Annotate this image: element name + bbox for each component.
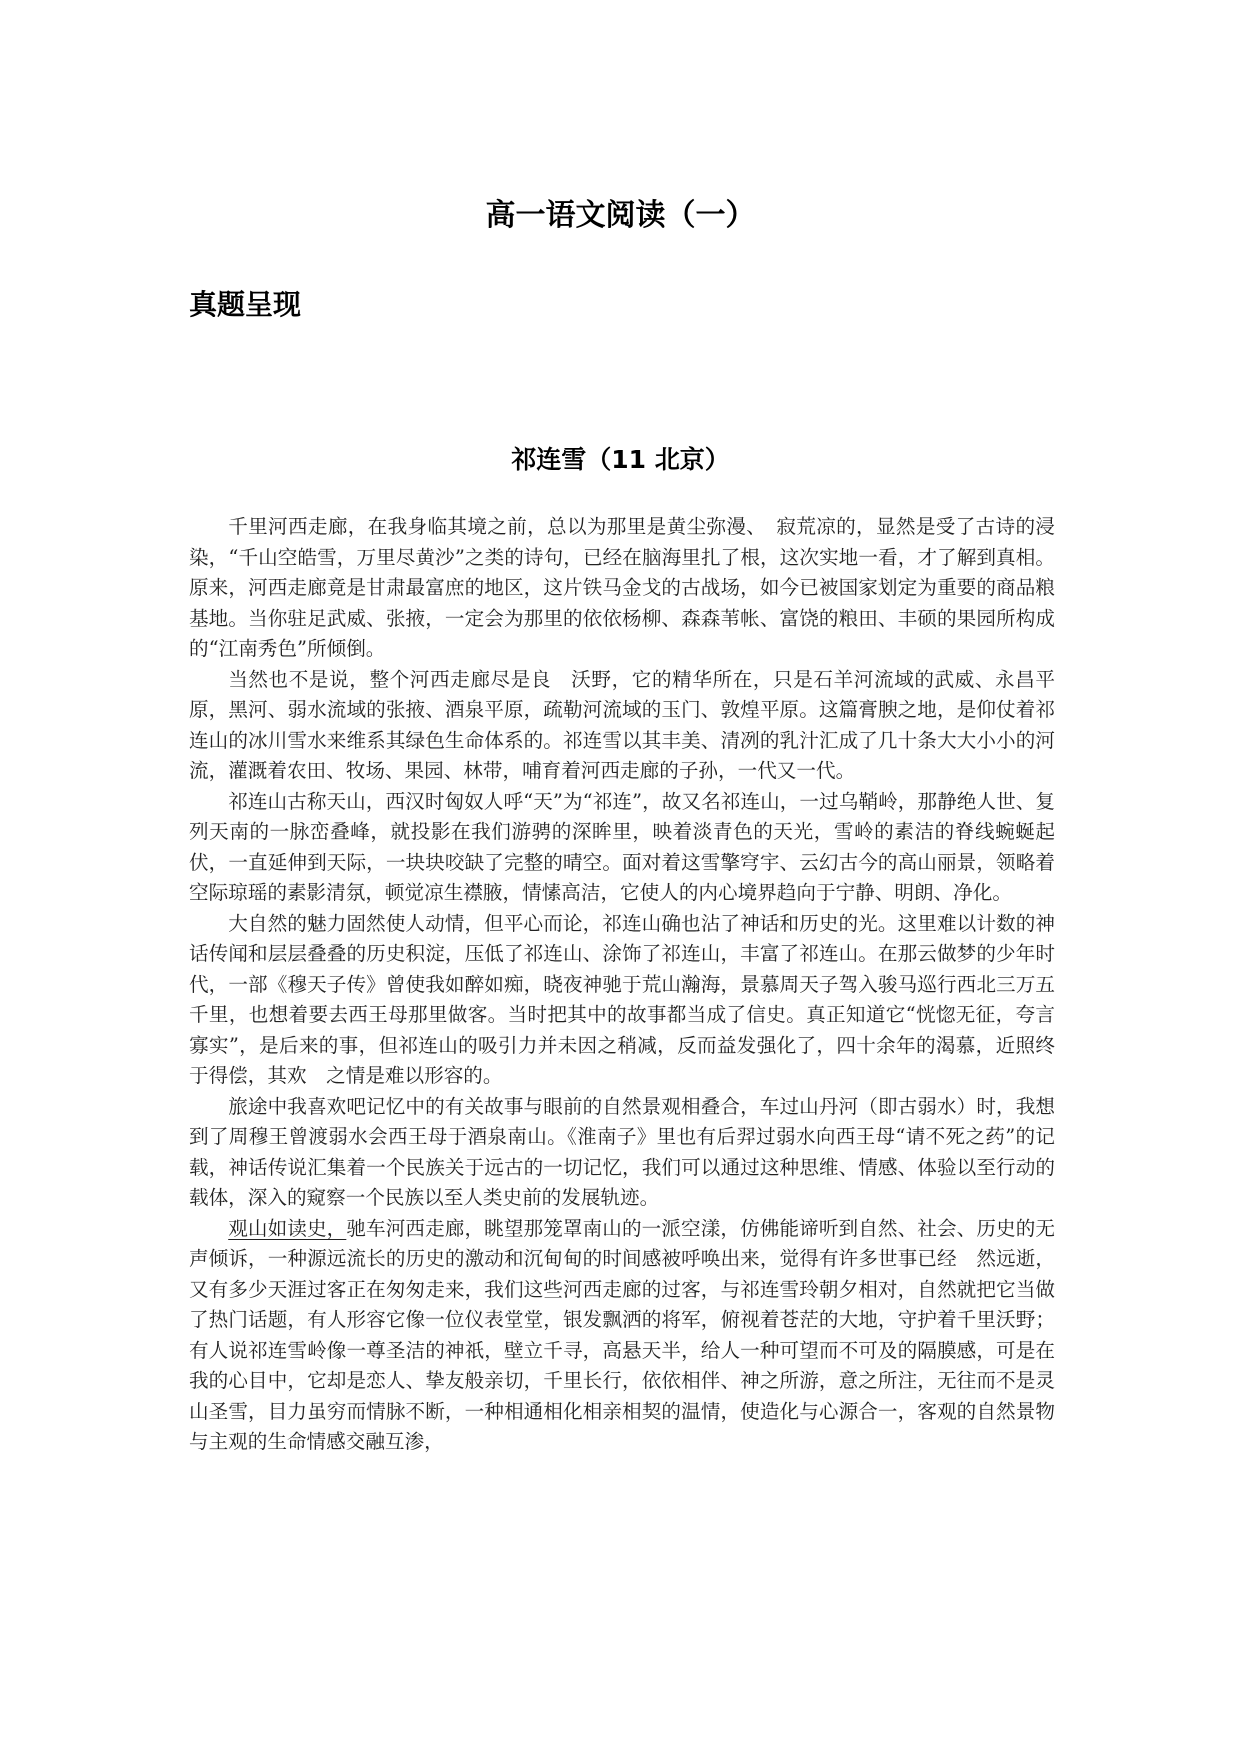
paragraph: 当然也不是说，整个河西走廊尽是良 沃野，它的精华所在，只是石羊河流域的武威、永昌平原，黑河、弱水流域的张掖、酒泉平原，疏勒河流域的玉门、敦煌平原。这篇膏腴之地，是仰仗着祁连山的冰川雪水来维系其绿色生命体系的。祁连雪以其丰美、清冽的乳汁汇成了几十条大大小小的河流，灌溉着农田、牧场、果园、林带，哺育着河西走廊的子孙，一代又一代。 (189, 667, 1055, 782)
paragraph: 千里河西走廊，在我身临其境之前，总以为那里是黄尘弥漫、 寂荒凉的，显然是受了古诗的浸染，“千山空皓雪，万里尽黄沙”之类的诗句，已经在脑海里扎了根，这次实地一看，才了解到真相。原来，河西走廊竟是甘肃最富庶的地区，这片铁马金戈的古战场，如今已被国家划定为重要的商品粮基地。当你驻足武威、张掖，一定会为那里的依依杨柳、森森苇帐、富饶的粮田、丰硕的果园所构成的“江南秀色”所倾倒。 (189, 515, 1055, 660)
section-title: 真题呈现 (189, 288, 302, 321)
article-body (189, 512, 1055, 1458)
page-title: 高一语文阅读（一） (485, 198, 756, 233)
paragraph: 旅途中我喜欢吧记忆中的有关故事与眼前的自然景观相叠合，车过山丹河（即古弱水）时，我想到了周穆王曾渡弱水会西王母于酒泉南山。《淮南子》里也有后羿过弱水向西王母“请不死之药”的记载，神话传说汇集着一个民族关于远古的一切记忆，我们可以通过这种思维、情感、体验以至行动的载体，深入的窥察一个民族以至人类史前的发展轨迹。 (189, 1094, 1055, 1209)
paragraph (189, 1214, 1055, 1458)
underlined-phrase: 观山如读史， (228, 1216, 347, 1240)
article-title: 祁连雪（11 北京） (511, 445, 730, 474)
paragraph-text: 驰车河西走廊，眺望那笼罩南山的一派空漾，仿佛能谛听到自然、社会、历史的无声倾诉，一种源远流长的历史的激动和沉甸甸的时间感被呼唤出来，觉得有许多世事已经 然远逝，又有多少天涯过客正在匆匆走来，我们这些河西走廊的过客，与祁连雪玲朝夕相对，自然就把它当做了热门话题，有人形容它像一位仪表堂堂，银发飘洒的将军，俯视着苍茫的大地，守护着千里沃野；有人说祁连雪岭像一尊圣洁的神祇，壁立千寻，高悬天半，给人一种可望而不可及的隔膜感，可是在我的心目中，它却是恋人、挚友般亲切，千里长行，依依相伴、神之所游，意之所注，无往而不是灵山圣雪，目力虽穷而情脉不断，一种相通相化相亲相契的温情，使造化与心源合一，客观的自然景物与主观的生命情感交融互渗， (189, 1216, 1056, 1453)
paragraph: 大自然的魅力固然使人动情，但平心而论，祁连山确也沾了神话和历史的光。这里难以计数的神话传闻和层层叠叠的历史积淀，压低了祁连山、涂饰了祁连山，丰富了祁连山。在那云做梦的少年时代，一部《穆天子传》曾使我如醉如痴，晓夜神驰于荒山瀚海，景慕周天子驾入骏马巡行西北三万五千里，也想着要去西王母那里做客。当时把其中的故事都当成了信史。真正知道它“恍惚无征，夸言寡实”，是后来的事，但祁连山的吸引力并未因之稍减，反而益发强化了，四十余年的渴慕，近照终于得偿，其欢 之情是难以形容的。 (189, 911, 1055, 1087)
paragraph: 祁连山古称天山，西汉时匈奴人呼“天”为“祁连”，故又名祁连山，一过乌鞘岭，那静绝人世、复列天南的一脉峦叠峰，就投影在我们游骋的深眸里，映着淡青色的天光，雪岭的素洁的脊线蜿蜒起伏，一直延伸到天际，一块块咬缺了完整的晴空。面对着这雪擎穹宇、云幻古今的高山丽景，领略着空际琼瑶的素影清氛，顿觉凉生襟腋，情愫高洁，它使人的内心境界趋向于宁静、明朗、净化。 (189, 789, 1055, 904)
